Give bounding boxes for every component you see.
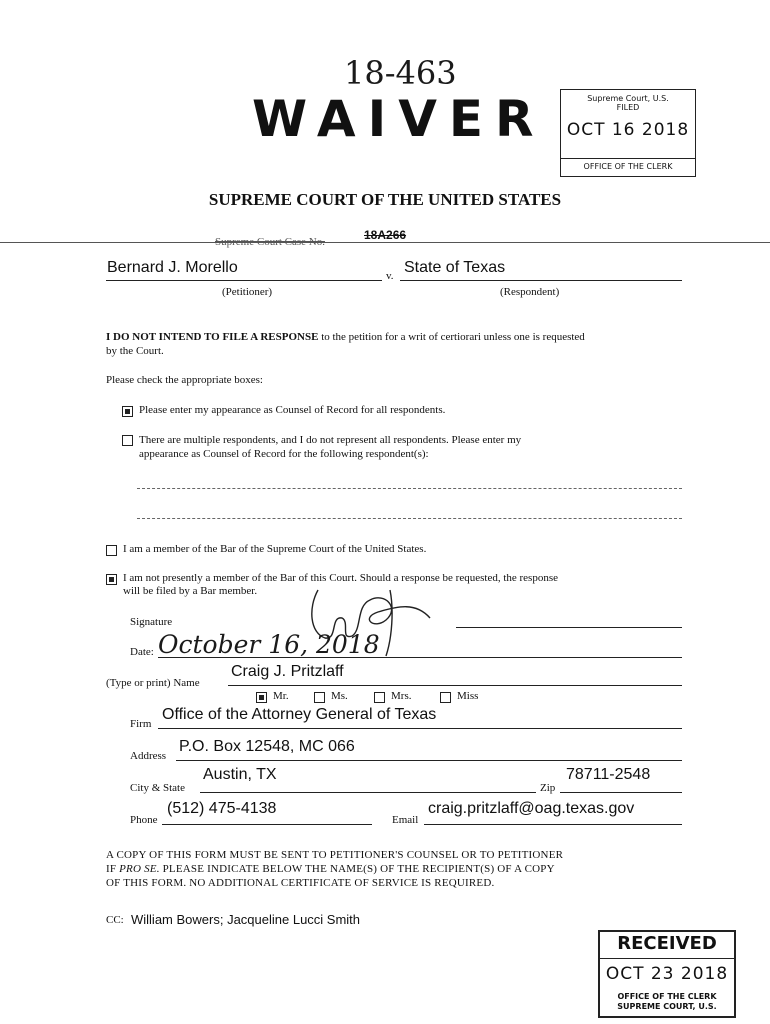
received-stamp-date: OCT 23 2018: [605, 964, 729, 984]
petitioner-caption: (Petitioner): [222, 286, 273, 298]
versus-label: v.: [386, 270, 394, 282]
firm-value: Office of the Attorney General of Texas: [162, 706, 437, 723]
filed-stamp-office: OFFICE OF THE CLERK: [583, 162, 673, 171]
service-notice: [106, 848, 686, 890]
court-heading: SUPREME COURT OF THE UNITED STATES: [208, 190, 562, 209]
case-number-label: Supreme Court Case No.: [215, 236, 325, 248]
zip-label: Zip: [540, 782, 556, 794]
intro-paragraph: [106, 330, 686, 358]
respondents-line-1[interactable]: [137, 488, 682, 489]
bar-member-text: I am a member of the Bar of the Supreme Court of the United States.: [123, 543, 427, 555]
service-notice-line2a: IF: [106, 863, 120, 875]
bar-member-checkbox[interactable]: [106, 545, 117, 556]
multiple-respondents-line2: appearance as Counsel of Record for the following respondent(s):: [139, 448, 429, 460]
cc-label: CC:: [106, 914, 124, 926]
counsel-all-checkbox[interactable]: [122, 406, 133, 417]
not-bar-member-checkbox[interactable]: [106, 574, 117, 585]
not-bar-member-line1: I am not presently a member of the Bar of this Court. Should a response be requested, the response: [123, 572, 558, 584]
intro-rest: to the petition for a writ of certiorari unless one is requested: [321, 331, 585, 343]
respondents-line-2[interactable]: [137, 518, 682, 519]
case-number-value: 18A266: [364, 228, 407, 242]
phone-value: (512) 475-4138: [167, 800, 277, 817]
not-bar-member-line2: will be filed by a Bar member.: [123, 585, 258, 597]
respondent-name: State of Texas: [404, 259, 506, 276]
name-label: (Type or print) Name: [106, 677, 200, 689]
multiple-respondents-line1: There are multiple respondents, and I do not represent all respondents. Please enter my: [139, 434, 522, 446]
docket-number-handwritten: 18-463: [344, 54, 457, 92]
address-value: P.O. Box 12548, MC 066: [179, 738, 355, 755]
salutation-ms-label: Ms.: [331, 690, 348, 702]
phone-label: Phone: [130, 814, 158, 826]
petitioner-name: Bernard J. Morello: [107, 259, 238, 276]
intro-line2: by the Court.: [106, 345, 164, 357]
date-value: October 16, 2018: [158, 630, 380, 659]
filed-stamp-court: Supreme Court, U.S.: [587, 94, 669, 103]
salutation-mrs-label: Mrs.: [391, 690, 412, 702]
salutation-miss-checkbox[interactable]: [440, 692, 451, 703]
signature-label: Signature: [130, 616, 173, 628]
received-stamp: [598, 930, 736, 1018]
received-stamp-title: RECEIVED: [617, 933, 717, 954]
salutation-mr-checkbox[interactable]: [256, 692, 267, 703]
name-value: Craig J. Pritzlaff: [231, 663, 344, 680]
respondent-caption: (Respondent): [500, 286, 560, 298]
salutation-ms-checkbox[interactable]: [314, 692, 325, 703]
check-instruction: Please check the appropriate boxes:: [106, 374, 263, 386]
email-label: Email: [392, 814, 419, 826]
salutation-mrs-checkbox[interactable]: [374, 692, 385, 703]
city-state-label: City & State: [130, 782, 185, 794]
service-notice-line1: A COPY OF THIS FORM MUST BE SENT TO PETITIONER'S COUNSEL OR TO PETITIONER: [106, 849, 564, 861]
filed-stamp: [560, 89, 696, 177]
multiple-respondents-checkbox[interactable]: [122, 435, 133, 446]
firm-label: Firm: [130, 718, 152, 730]
zip-value: 78711-2548: [566, 766, 651, 783]
received-stamp-office: OFFICE OF THE CLERK: [617, 992, 717, 1001]
email-value: craig.pritzlaff@oag.texas.gov: [428, 800, 635, 817]
address-label: Address: [130, 750, 167, 762]
salutation-miss-label: Miss: [457, 690, 479, 702]
city-state-value: Austin, TX: [203, 766, 277, 783]
page-title: WAIVER: [252, 90, 546, 148]
service-notice-pro-se: PRO SE.: [119, 863, 160, 875]
date-label: Date:: [130, 646, 154, 658]
received-stamp-court: SUPREME COURT, U.S.: [617, 1002, 717, 1011]
cc-value: William Bowers; Jacqueline Lucci Smith: [131, 912, 361, 927]
service-notice-line2b: PLEASE INDICATE BELOW THE NAME(S) OF THE RECIPIENT(S) OF A COPY: [159, 863, 555, 875]
service-notice-line3: OF THIS FORM. NO ADDITIONAL CERTIFICATE OF SERVICE IS REQUIRED.: [106, 877, 495, 889]
intro-bold: I DO NOT INTEND TO FILE A RESPONSE: [106, 331, 319, 343]
counsel-all-text: Please enter my appearance as Counsel of Record for all respondents.: [139, 404, 446, 416]
filed-stamp-date: OCT 16 2018: [566, 120, 690, 140]
multiple-respondents-text: [139, 433, 684, 461]
filed-stamp-filed: FILED: [616, 103, 640, 112]
salutation-mr-label: Mr.: [273, 690, 289, 702]
